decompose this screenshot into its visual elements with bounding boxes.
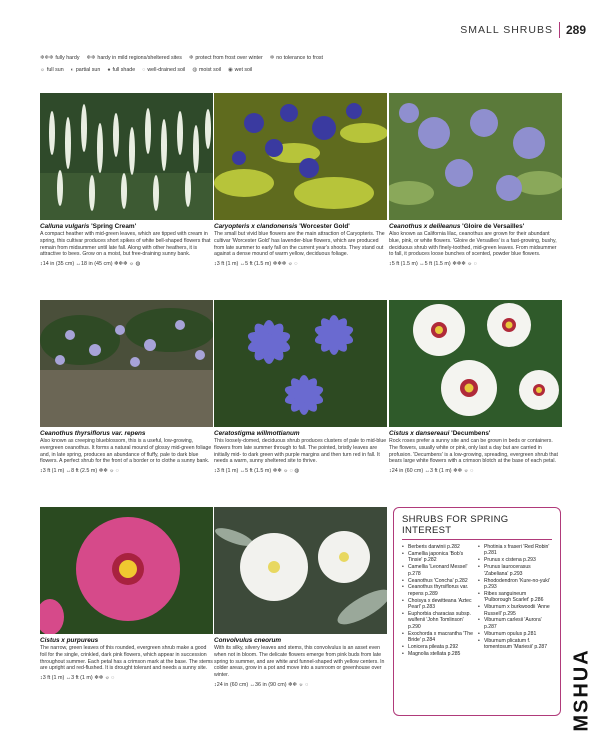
legend-label: hardy in mild regions/sheltered sites — [97, 55, 182, 61]
plant-card-calluna — [40, 93, 213, 267]
legend-item — [40, 64, 64, 76]
bullet-icon: • — [402, 651, 404, 657]
symbol-legend — [40, 52, 560, 76]
page-header — [460, 22, 586, 38]
list-item — [402, 584, 474, 597]
frost-icon: ✲ — [269, 55, 275, 61]
list-item — [402, 611, 474, 630]
plant-card-cistus-dansereaui — [389, 300, 562, 474]
bullet-icon: • — [478, 630, 480, 637]
plant-size-info: ↕14 in (35 cm) ↔18 in (45 cm) ❄❄❄ ☼ ◍ — [40, 261, 141, 268]
watermark-text: MSHUA — [570, 648, 593, 732]
cultivar-name: 'Gloire de Versailles' — [462, 223, 525, 230]
legend-item — [228, 64, 252, 76]
bullet-icon: • — [402, 584, 404, 591]
hardy-icon: ❄ — [188, 55, 194, 61]
bullet-icon: • — [478, 590, 480, 597]
sun-icon: ☼ — [40, 67, 45, 73]
legend-item — [86, 52, 181, 64]
plant-description: A compact heather with mid-green leaves, which are tipped with cream in spring, this cultivar produces short spikes of white bell-shaped flowers that remain from midsummer until late fall. Along with other heathers, it is attractive to bees. Grow on a moist, but free-draining sunny bank. — [40, 231, 211, 258]
plant-card-cistus-purpureus — [40, 507, 213, 681]
list-item-text: Ceanothus 'Concha' p.282 — [408, 577, 468, 584]
bullet-icon: • — [478, 617, 480, 624]
list-item-text: Ribes sanguineum 'Pulborough Scarlet' p.286 — [484, 590, 544, 604]
list-item — [402, 631, 474, 644]
plant-title — [389, 430, 562, 438]
plant-description: Also known as creeping blueblossom, this is a useful, low-growing, evergreen ceanothus. It forms a natural mound of glossy mid-green foliage and, in late spring, produces an abundance of fluffy, pale to dark blue flowers. A perfect shrub for the front of a border or to clothe a sunny bank. — [40, 438, 212, 465]
bullet-icon: • — [402, 611, 404, 618]
legend-item — [192, 64, 221, 76]
legend-item — [189, 52, 263, 64]
list-item-text: Euphorbia characias subsp. wulfenii 'John Tomlinson' p.290 — [408, 611, 471, 630]
bullet-icon: • — [402, 544, 404, 550]
plant-size-info: ↕3 ft (1 m) ↔5 ft (1.5 m) ❄❄❄ ☼ ◌ — [214, 261, 298, 268]
plant-title — [214, 637, 387, 645]
hardy-icon: ❄❄❄ — [40, 55, 54, 61]
bullet-icon: • — [478, 564, 480, 571]
list-item — [402, 578, 474, 584]
plant-card-ceratostigma — [214, 300, 387, 474]
cultivar-name: 'Spring Cream' — [91, 223, 137, 230]
legend-label: well-drained soil — [147, 67, 186, 73]
section-title: SMALL SHRUBS — [460, 24, 553, 36]
list-item-text: Prunus x cistena p.293 — [484, 557, 536, 564]
page-number: 289 — [565, 23, 586, 37]
bullet-icon: • — [402, 564, 404, 571]
list-item-text: Viburnum carlesii 'Aurora' p.287 — [484, 617, 542, 630]
bullet-icon: • — [402, 577, 404, 584]
botanical-name: Cistus x purpureus — [40, 637, 99, 644]
plant-photo — [40, 507, 213, 634]
list-item-text: Ceanothus thyrsiflorus var. repens p.289 — [408, 584, 469, 597]
botanical-name: Calluna vulgaris — [40, 223, 90, 230]
botanical-name: Caryopteris x clandonensis — [214, 223, 298, 230]
plant-title — [40, 637, 213, 645]
plant-photo — [389, 300, 562, 427]
botanical-name: Ceratostigma willmottianum — [214, 430, 300, 437]
plant-title — [40, 223, 213, 231]
legend-item — [40, 52, 79, 64]
header-divider — [559, 22, 560, 38]
list-item — [478, 631, 550, 637]
list-item — [478, 604, 550, 617]
moist-soil-icon: ◍ — [192, 67, 197, 73]
plant-size-info: ↕5 ft (1.5 m) ↔5 ft (1.5 m) ❄❄❄ ☼ ◌ — [389, 261, 477, 268]
list-item — [478, 557, 550, 563]
plant-photo — [40, 93, 213, 220]
plant-description: With its silky, silvery leaves and stems, this convolvulus is an asset even when not in bloom. The delicate flowers emerge from pink buds from late spring to summer, and are white and funnel-shaped with yellow centers. In colder areas, grow in a pot and move into a sunroom or greenhouse over winter. — [214, 645, 385, 679]
wet-soil-icon: ◉ — [228, 67, 233, 73]
list-item-text: Viburnum opulus p.281 — [484, 630, 537, 637]
botanical-name: Ceanothus thyrsiflorus var. repens — [40, 430, 146, 437]
botanical-name: Ceanothus x delileanus — [389, 223, 461, 230]
plant-card-convolvulus — [214, 507, 387, 688]
bullet-icon: • — [402, 597, 404, 604]
box-column-right — [478, 544, 550, 658]
bullet-icon: • — [402, 550, 404, 557]
plant-title — [214, 223, 387, 231]
box-title: SHRUBS FOR SPRING INTEREST — [402, 514, 552, 540]
list-item-text: Viburnum x burkwoodii 'Anne Russell' p.295 — [484, 604, 550, 617]
list-item — [478, 638, 550, 651]
list-item-text: Rhododendron 'Kure-no-yuki' p.293 — [484, 577, 550, 590]
plant-photo — [389, 93, 562, 220]
plant-title — [389, 223, 562, 231]
plant-card-caryopteris — [214, 93, 387, 267]
hardy-icon: ❄❄ — [86, 55, 96, 61]
list-item — [478, 544, 550, 557]
plant-card-ceanothus-thyrsiflorus — [40, 300, 213, 474]
box-column-left — [402, 544, 474, 658]
plant-size-info: ↕3 ft (1 m) ↔3 ft (1 m) ❄❄ ☼ ◌ — [40, 675, 115, 682]
plant-photo — [214, 93, 387, 220]
list-item-text: Photinia x fraseri 'Red Robin' p.281 — [484, 544, 550, 557]
legend-label: wet soil — [234, 67, 253, 73]
bullet-icon: • — [478, 557, 480, 564]
legend-item — [270, 52, 323, 64]
list-item-text: Berberis darwinii p.282 — [408, 544, 460, 550]
bullet-icon: • — [478, 577, 480, 584]
plant-description: Rock roses prefer a sunny site and can be grown in beds or containers. The flowers, usually white or pink, only last a day but are carried in profusion. 'Decumbens' is a low-growing, spreading, evergreen shrub that bears large white flowers with a crimson blotch at the base of each petal. — [389, 438, 558, 465]
plant-size-info: ↕24 in (60 cm) ↔36 in (90 cm) ❄❄ ☼ ◌ — [214, 681, 309, 688]
spring-interest-box — [393, 507, 561, 716]
list-item — [402, 544, 474, 550]
plant-card-ceanothus-delileanus — [389, 93, 562, 267]
list-item-text: Viburnum plicatum f. tomentosum 'Mariesii' p.287 — [484, 637, 548, 651]
plant-description: Also known as California lilac, ceanothus are grown for their abundant blue, pink, or white flowers. 'Gloire de Versailles' is a fast-growing, bushy, deciduous shrub with finely-toothed, mid-green leaves. From midsummer to fall, it produces loose bunches of scented, powder blue flowers. — [389, 231, 557, 258]
list-item-text: Camellia japonica 'Bob's Tinsie' p.282 — [408, 550, 464, 564]
partial-sun-icon: ◐ — [70, 67, 74, 73]
plant-size-info: ↕24 in (60 cm) ↔3 ft (1 m) ❄❄ ☼ ◌ — [389, 468, 474, 475]
watermark — [572, 640, 592, 740]
list-item-text: Lonicera pileata p.292 — [408, 644, 459, 651]
list-item — [478, 591, 550, 604]
plant-size-info: ↕3 ft (1 m) ↔8 ft (2.5 m) ❄❄ ☼ ◌ — [40, 468, 119, 475]
cultivar-name: 'Worcester Gold' — [299, 223, 350, 230]
list-item — [402, 644, 474, 650]
legend-label: partial sun — [75, 67, 101, 73]
bullet-icon: • — [478, 604, 480, 611]
plant-description: The narrow, green leaves of this rounded, evergreen shrub make a good foil for the single, crinkled, dark pink flowers, which appear in succession throughout summer. Each petal has a crimson mark at the base. The stems are upright and red-flushed. It is drought tolerant and needs a sunny site. — [40, 645, 213, 672]
botanical-name: Cistus x dansereaui — [389, 430, 450, 437]
legend-label: full sun — [46, 67, 64, 73]
bullet-icon: • — [478, 637, 480, 644]
legend-label: fully hardy — [55, 55, 80, 61]
legend-item — [107, 64, 135, 76]
list-item — [402, 551, 474, 564]
plant-photo — [214, 300, 387, 427]
list-item — [402, 564, 474, 577]
list-item-text: Prunus laurocerasus 'Zabeliana' p.293 — [484, 564, 531, 577]
plant-description: The small but vivid blue flowers are the main attraction of Caryopteris. The cultivar 'Worcester Gold' has lavender-blue flowers, which are produced from late summer to early fall on the current year's shoots. They stand out against a dense mound of warm yellow, deciduous foliage. — [214, 231, 385, 258]
legend-label: moist soil — [198, 67, 222, 73]
bullet-icon: • — [478, 544, 480, 550]
plant-title — [214, 430, 387, 438]
list-item — [478, 578, 550, 591]
plant-title — [40, 430, 213, 438]
list-item-text: Choisya x dewitteana 'Aztec Pearl' p.283 — [408, 597, 472, 611]
plant-photo — [214, 507, 387, 634]
list-item — [402, 651, 474, 657]
botanical-name: Convolvulus cneorum — [214, 637, 282, 644]
list-item-text: Magnolia stellata p.285 — [408, 651, 461, 657]
legend-item — [142, 64, 185, 76]
bullet-icon: • — [402, 644, 404, 651]
plant-photo — [40, 300, 213, 427]
legend-label: full shade — [112, 67, 136, 73]
cultivar-name: 'Decumbens' — [451, 430, 491, 437]
well-drained-soil-icon: ◌ — [142, 67, 146, 73]
list-item — [402, 598, 474, 611]
legend-row-hardiness — [40, 52, 560, 64]
list-item-text: Exochorda x macrantha 'The Bride' p.284 — [408, 630, 473, 644]
legend-label: no tolerance to frost — [276, 55, 324, 61]
legend-row-conditions — [40, 64, 560, 76]
plant-description: This loosely-domed, deciduous shrub produces clusters of pale to mid-blue flowers from late summer through to fall. The pointed, bristly leaves are initially mid- to dark green with purple margins and then turn red in fall. It needs a warm, sunny sheltered site to thrive. — [214, 438, 387, 465]
legend-label: protect from frost over winter — [195, 55, 263, 61]
box-columns — [402, 544, 552, 658]
legend-item — [71, 64, 101, 76]
plant-size-info: ↕3 ft (1 m) ↔5 ft (1.5 m) ❄❄ ☼ ◌ ◍ — [214, 468, 300, 475]
shade-icon: ● — [107, 67, 111, 73]
list-item — [478, 617, 550, 630]
bullet-icon: • — [402, 630, 404, 637]
list-item — [478, 564, 550, 577]
list-item-text: Camellia 'Leonard Messel' p.278 — [408, 564, 468, 577]
